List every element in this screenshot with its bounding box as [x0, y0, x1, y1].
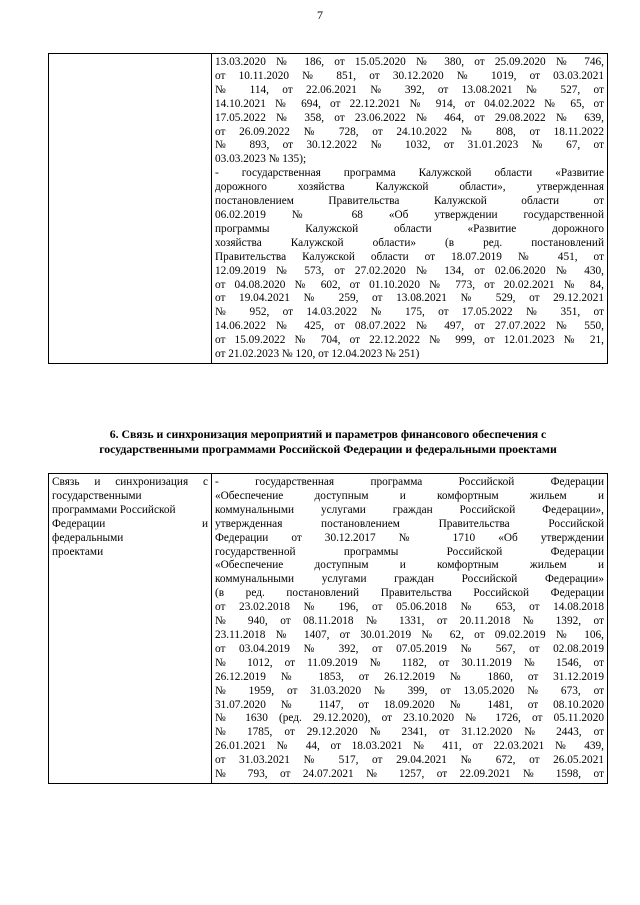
text-line: утвержденная постановлением Правительства Российской	[215, 517, 604, 530]
text-line: Правительства Калужской области от 18.07.2019 № 451, от	[215, 250, 604, 263]
text-line: № 893, от 30.12.2022 № 1032, от 31.01.2023 № 67, от	[215, 139, 604, 152]
text-line: 12.09.2019 № 573, от 27.02.2020 № 134, от 02.06.2020 № 430,	[215, 264, 604, 277]
text-line: программы Калужской области «Развитие дорожного	[215, 222, 604, 235]
federal-programs-text	[215, 476, 604, 782]
table-left-cell	[49, 54, 212, 364]
table-row	[49, 54, 608, 364]
text-line: от 19.04.2021 № 259, от 13.08.2021 № 529, от 29.12.2021	[215, 292, 604, 305]
regulations-list-text	[215, 56, 604, 362]
text-line: 17.05.2022 № 358, от 23.06.2022 № 464, от 29.08.2022 № 639,	[215, 111, 604, 124]
text-line: от 26.09.2022 № 728, от 24.10.2022 № 808, от 18.11.2022	[215, 125, 604, 138]
section-heading-line-2: государственными программами Российской Федерации и федеральными проектами	[99, 442, 557, 456]
text-line: № 1959, от 31.03.2020 № 399, от 13.05.2020 № 673, от	[215, 684, 604, 697]
page-number: 7	[317, 8, 323, 22]
text-line: программами Российской	[52, 503, 176, 516]
text-line: хозяйства Калужской области» (в ред. постановлений	[215, 236, 604, 249]
text-line: № 1012, от 11.09.2019 № 1182, от 30.11.2019 № 1546, от	[215, 656, 604, 669]
text-line: 14.10.2021 № 694, от 22.12.2021 № 914, от 04.02.2022 № 65, от	[215, 97, 604, 110]
text-line: 14.06.2022 № 425, от 08.07.2022 № 497, от 27.07.2022 № 550,	[215, 320, 604, 333]
text-line: № 1630 (ред. 29.12.2020), от 23.10.2020 № 1726, от 05.11.2020	[215, 712, 604, 725]
text-line: № 952, от 14.03.2022 № 175, от 17.05.2022 № 351, от	[215, 306, 604, 319]
document-table-linkage	[48, 473, 608, 784]
table-left-cell	[49, 474, 212, 784]
text-line: от 04.08.2020 № 602, от 01.10.2020 № 773, от 20.02.2021 № 84,	[215, 278, 604, 291]
text-line: 31.07.2020 № 1147, от 18.09.2020 № 1481, от 08.10.2020	[215, 698, 604, 711]
text-line: федеральными	[52, 531, 124, 544]
text-line: от 31.03.2021 № 517, от 29.04.2021 № 672, от 26.05.2021	[215, 754, 604, 767]
text-line: № 793, от 24.07.2021 № 1257, от 22.09.2021 № 1598, от	[215, 768, 604, 781]
section-heading	[48, 427, 608, 457]
text-line: 26.12.2019 № 1853, от 26.12.2019 № 1860, от 31.12.2019	[215, 670, 604, 683]
text-line: постановлением Правительства Калужской области от	[215, 195, 604, 208]
text-line: «Обеспечение доступным и комфортным жильем и	[215, 489, 604, 502]
section-heading-line-1: 6. Связь и синхронизация мероприятий и параметров финансового обеспечения с	[109, 427, 547, 441]
text-line: 13.03.2020 № 186, от 15.05.2020 № 380, от 25.09.2020 № 746,	[215, 56, 604, 68]
text-line: Федерации и	[52, 517, 208, 530]
table-right-cell	[212, 54, 608, 364]
text-line: Связь и синхронизация с	[52, 476, 208, 488]
text-line: Федерации от 30.12.2017 № 1710 «Об утверждении	[215, 531, 604, 544]
table-right-cell	[212, 474, 608, 784]
text-line: от 21.02.2023 № 120, от 12.04.2023 № 251)	[215, 348, 420, 361]
text-line: государственными	[52, 489, 142, 502]
linkage-label-text	[52, 476, 208, 559]
text-line: 06.02.2019 № 68 «Об утверждении государственной	[215, 208, 604, 221]
text-line: от 10.11.2020 № 851, от 30.12.2020 № 1019, от 03.03.2021	[215, 69, 604, 82]
text-line: «Обеспечение доступным и комфортным жильем и	[215, 559, 604, 572]
text-line: от 15.09.2022 № 704, от 22.12.2022 № 999, от 12.01.2023 № 21,	[215, 334, 604, 347]
text-line: (в ред. постановлений Правительства Российской Федерации	[215, 587, 604, 600]
text-line: 26.01.2021 № 44, от 18.03.2021 № 411, от 22.03.2021 № 439,	[215, 740, 604, 753]
text-line: - государственная программа Калужской области «Развитие	[215, 167, 604, 180]
text-line: № 940, от 08.11.2018 № 1331, от 20.11.2018 № 1392, от	[215, 615, 604, 628]
text-line: от 23.02.2018 № 196, от 05.06.2018 № 653, от 14.08.2018	[215, 601, 604, 614]
text-line: от 03.04.2019 № 392, от 07.05.2019 № 567, от 02.08.2019	[215, 642, 604, 655]
text-line: государственной программы Российской Федерации	[215, 545, 604, 558]
text-line: № 1785, от 29.12.2020 № 2341, от 31.12.2020 № 2443, от	[215, 726, 604, 739]
text-line: 23.11.2018 № 1407, от 30.01.2019 № 62, от 09.02.2019 № 106,	[215, 628, 604, 641]
text-line: 03.03.2023 № 135);	[215, 153, 307, 166]
text-line: дорожного хозяйства Калужской области», утвержденная	[215, 181, 604, 194]
text-line: - государственная программа Российской Федерации	[215, 476, 604, 488]
text-line: проектами	[52, 545, 104, 558]
text-line: № 114, от 22.06.2021 № 392, от 13.08.2021 № 527, от	[215, 83, 604, 96]
text-line: коммунальными услугами граждан Российской Федерации»	[215, 573, 604, 586]
table-row	[49, 474, 608, 784]
text-line: коммунальными услугами граждан Российской Федерации»,	[215, 503, 604, 516]
document-table-continuation	[48, 53, 608, 364]
